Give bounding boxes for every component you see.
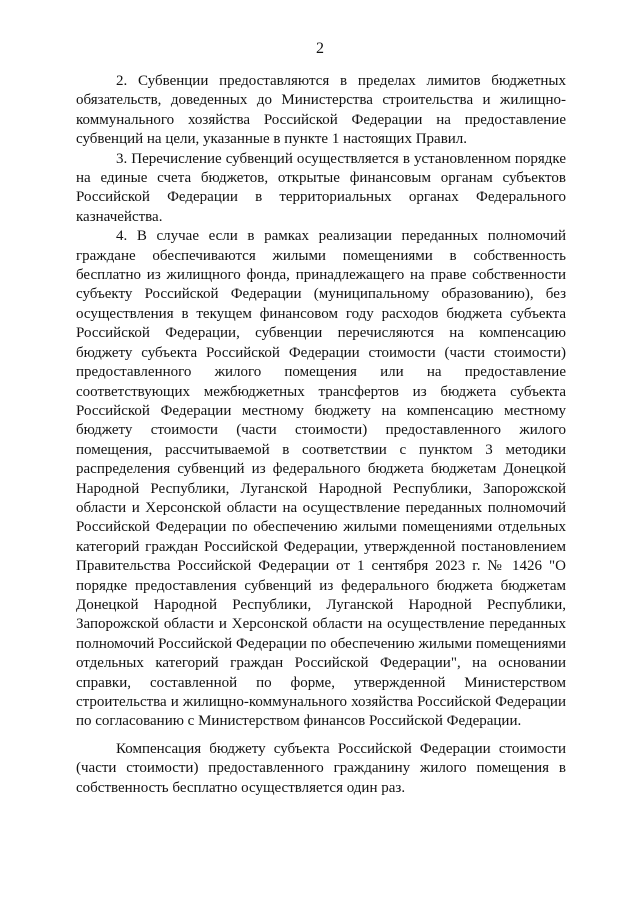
page-number: 2 <box>316 40 324 57</box>
paragraph-clause-2: 2. Субвенции предоставляются в пределах лимитов бюджетных обязательств, доведенных до Министерства строительства и жилищно-коммунального хозяйства Российской Федерации на предоставление субвенций на цели, указанные в пункте 1 настоящих Правил. <box>76 73 566 148</box>
document-body <box>76 72 566 798</box>
paragraph-clause-3: 3. Перечисление субвенций осуществляется в установленном порядке на единые счета бюджетов, открытые финансовым органам субъектов Российской Федерации в территориальных органах Федерального казначейства. <box>76 150 566 225</box>
paragraph-clause-4: 4. В случае если в рамках реализации переданных полномочий граждане обеспечиваются жилыми помещениями в собственность бесплатно из жилищного фонда, принадлежащего на праве собственности субъекту Российской Федерации (муниципальному образованию), без осуществления в текущем финансовом году расходов бюджета субъекта Российской Федерации, субвенции перечисляются на компенсацию бюджету субъекта Российской Федерации стоимости (части стоимости) предоставленного жилого помещения или на предоставление соответствующих межбюджетных трансфертов из бюджета субъекта Российской Федерации местному бюджету на компенсацию местному бюджету стоимости (части стоимости) предоставленного жилого помещения, рассчитываемой в соответствии с пунктом 3 методики распределения субвенций из федерального бюджета бюджетам Донецкой Народной Республики, Луганской Народной Республики, Запорожской области и Херсонской области на осуществление переданных полномочий Российской Федерации по обеспечению жилыми помещениями отдельных категорий граждан Российской Федерации, утвержденной постановлением Правительства Российской Федерации от 1 сентября 2023 г. № 1426 "О порядке предоставления субвенций из федерального бюджета бюджетам Донецкой Народной Республики, Луганской Народной Республики, Запорожской области и Херсонской области на осуществление переданных полномочий Российской Федерации по обеспечению жилыми помещениями отдельных категорий граждан Российской Федерации", на основании справки, составленной по форме, утвержденной Министерством строительства и жилищно-коммунального хозяйства Российской Федерации по согласованию с Министерством финансов Российской Федерации. <box>76 228 566 730</box>
paragraph-compensation: Компенсация бюджету субъекта Российской Федерации стоимости (части стоимости) предоставленного гражданину жилого помещения в собственность бесплатно осуществляется один раз. <box>76 740 566 796</box>
